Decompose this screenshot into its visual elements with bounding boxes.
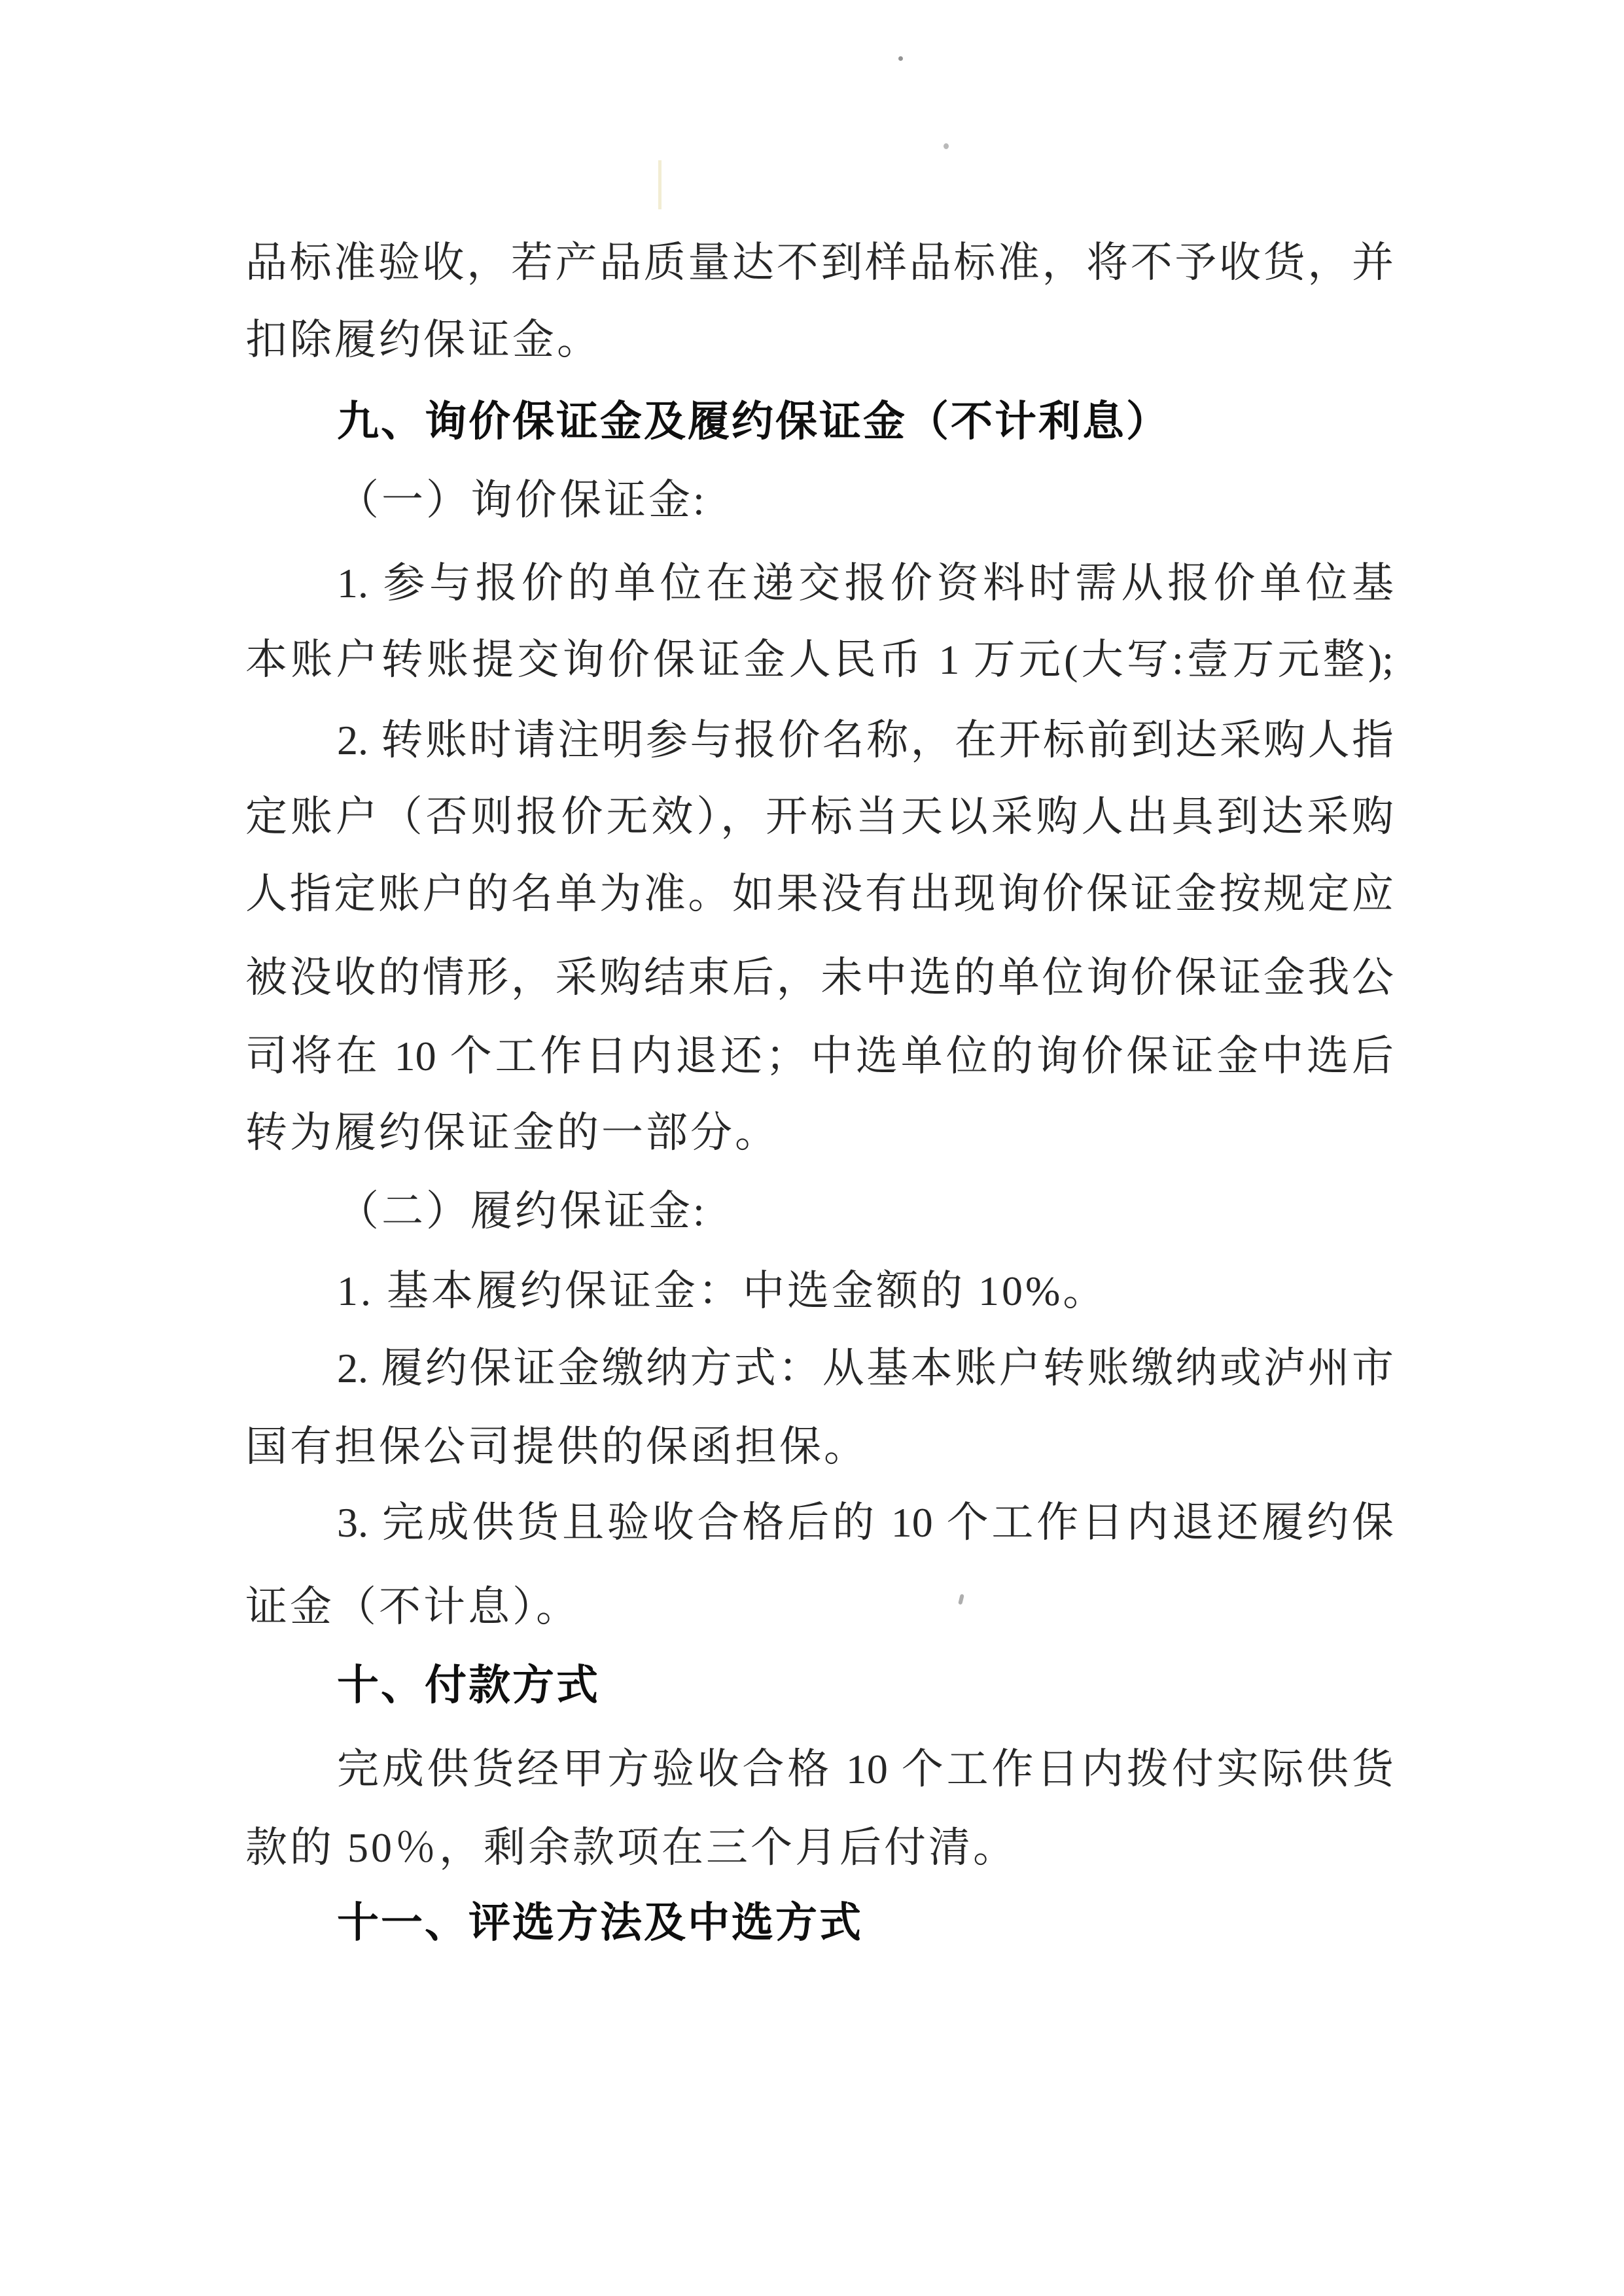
section-heading: 十一、评选方法及中选方式 [337,1900,863,1946]
document-line: 1. 基本履约保证金：中选金额的 10%。 [337,1268,1108,1314]
document-line: 司将在 10 个工作日内退还；中选单位的询价保证金中选后 [245,1033,1394,1079]
section-heading: 十、付款方式 [337,1662,600,1709]
scan-speck [944,143,949,149]
document-line: 品标准验收，若产品质量达不到样品标准，将不予收货，并 [245,239,1394,286]
scan-streak [658,160,662,209]
document-line: 国有担保公司提供的保函担保。 [245,1423,868,1470]
scan-speck [898,56,903,61]
document-line: 1. 参与报价的单位在递交报价资料时需从报价单位基 [337,560,1394,606]
document-line: 定账户（否则报价无效），开标当天以采购人出具到达采购 [245,793,1394,840]
document-line: 本账户转账提交询价保证金人民币 1 万元(大写:壹万元整); [245,636,1394,683]
document-line: 款的 50％，剩余款项在三个月后付清。 [245,1824,1017,1871]
document-line: 2. 履约保证金缴纳方式：从基本账户转账缴纳或泸州市 [337,1345,1394,1391]
document-line: 3. 完成供货且验收合格后的 10 个工作日内退还履约保 [337,1499,1394,1546]
document-line: 完成供货经甲方验收合格 10 个工作日内拨付实际供货 [337,1746,1394,1792]
document-line: 扣除履约保证金。 [245,317,601,363]
document-line: 2. 转账时请注明参与报价名称，在开标前到达采购人指 [337,717,1394,763]
document-line: 被没收的情形，采购结束后，未中选的单位询价保证金我公 [245,954,1394,1001]
scan-speck [958,1594,964,1605]
document-line: 证金（不计息）。 [245,1584,580,1630]
document-line: 转为履约保证金的一部分。 [245,1109,779,1156]
document-line: （二）履约保证金: [337,1188,707,1234]
document-line: 人指定账户的名单为准。如果没有出现询价保证金按规定应 [245,871,1394,917]
document-line: （一）询价保证金: [337,477,707,523]
section-heading: 九、询价保证金及履约保证金（不计利息） [337,398,1170,445]
